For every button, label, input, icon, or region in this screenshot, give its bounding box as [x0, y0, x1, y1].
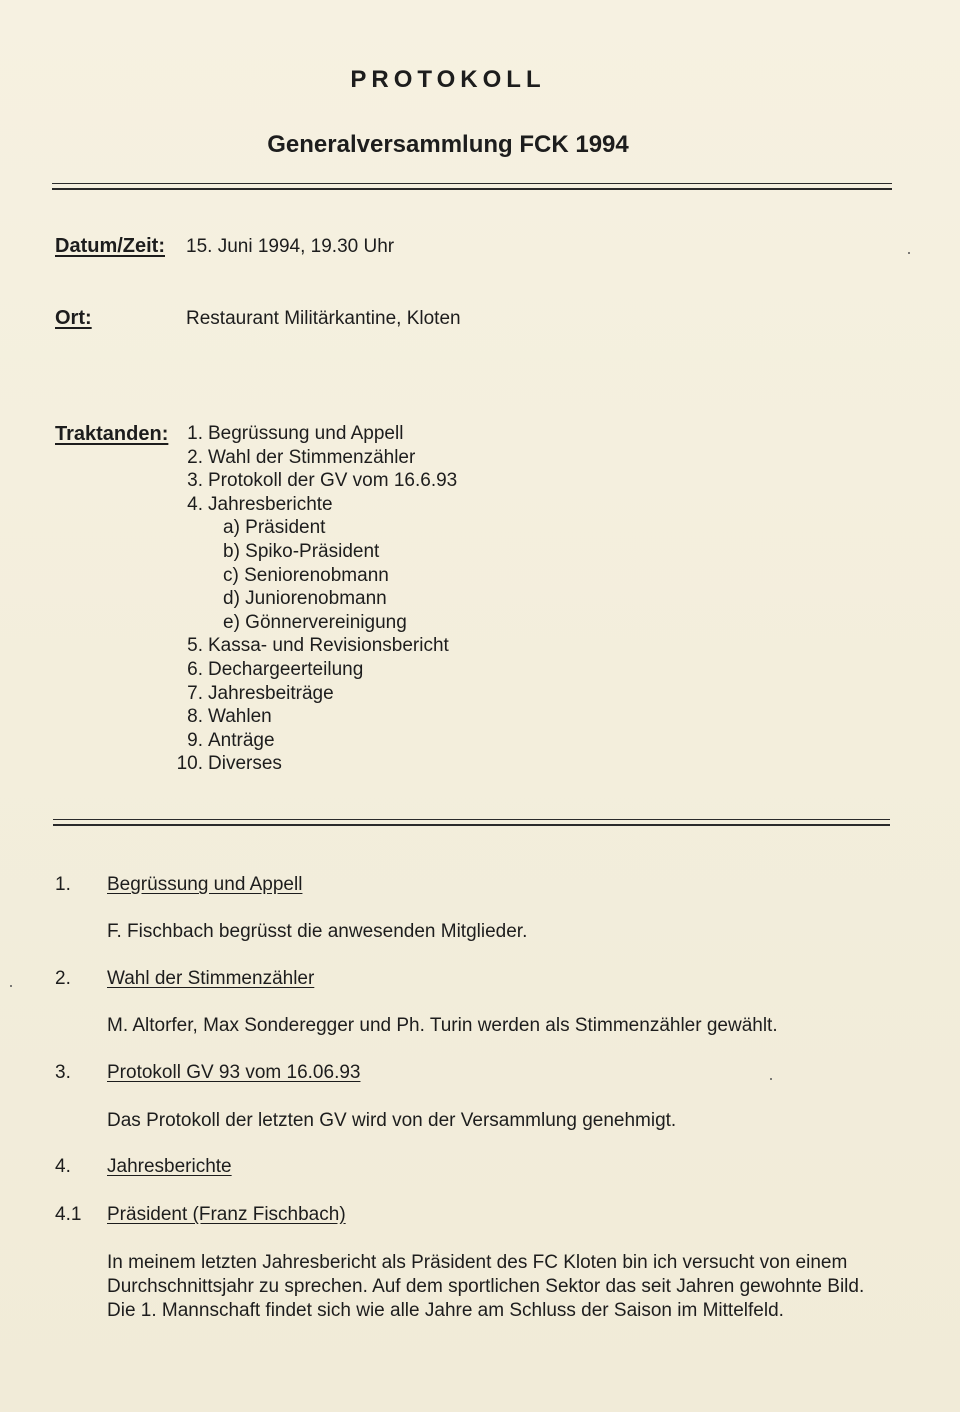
- scan-speck: [908, 252, 910, 254]
- agenda-list: [172, 422, 457, 776]
- agenda-subitem: d) Juniorenobmann: [223, 588, 387, 610]
- section-4-heading: Jahresberichte: [107, 1156, 232, 1177]
- section-3-heading: Protokoll GV 93 vom 16.06.93: [107, 1062, 361, 1083]
- agenda-item: 7. Jahresbeiträge: [187, 682, 334, 704]
- section-1-number: 1.: [55, 874, 71, 895]
- date-value: 15. Juni 1994, 19.30 Uhr: [186, 236, 395, 257]
- section-4-number: 4.: [55, 1156, 71, 1177]
- section-divider: [53, 819, 890, 826]
- document-title: PROTOKOLL: [350, 66, 546, 93]
- agenda-item: 6. Dechargeerteilung: [187, 658, 364, 680]
- agenda-label: Traktanden:: [55, 423, 169, 445]
- agenda-item: 10. Diverses: [176, 753, 282, 775]
- agenda-subitem: c) Seniorenobmann: [223, 564, 389, 586]
- scan-speck: [10, 985, 12, 987]
- section-2-text: M. Altorfer, Max Sonderegger und Ph. Turin werden als Stimmenzähler gewählt.: [107, 1015, 778, 1036]
- section-1-text: F. Fischbach begrüsst die anwesenden Mitglieder.: [107, 921, 528, 942]
- section-4-1-heading: Präsident (Franz Fischbach): [107, 1204, 346, 1225]
- section-2-number: 2.: [55, 968, 71, 989]
- section-4-1-number: 4.1: [55, 1204, 82, 1225]
- section-3-text: Das Protokoll der letzten GV wird von der Versammlung genehmigt.: [107, 1110, 677, 1131]
- agenda-subitem: b) Spiko-Präsident: [223, 540, 380, 562]
- agenda-item: 9. Anträge: [187, 729, 275, 751]
- top-divider: [52, 183, 892, 190]
- document-subtitle: Generalversammlung FCK 1994: [267, 131, 629, 158]
- agenda-item: 3. Protokoll der GV vom 16.6.93: [187, 470, 458, 492]
- agenda-item: 2. Wahl der Stimmenzähler: [187, 446, 416, 468]
- section-4-1-paragraph: In meinem letzten Jahresbericht als Präsident des FC Kloten bin ich versucht von einem Durchschnittsjahr zu sprechen. Auf dem sportlichen Sektor das seit Jahren gewohnte Bild. Die 1. Mannschaft findet sich wie alle Jahre am Schluss der Saison im Mittelfeld.: [107, 1252, 865, 1321]
- place-value: Restaurant Militärkantine, Kloten: [186, 308, 461, 329]
- date-label: Datum/Zeit:: [55, 235, 165, 257]
- agenda-subitem: a) Präsident: [223, 517, 326, 539]
- agenda-item: 8. Wahlen: [187, 706, 272, 728]
- section-3-number: 3.: [55, 1062, 71, 1083]
- section-1-heading: Begrüssung und Appell: [107, 874, 303, 895]
- agenda-item: 4. Jahresberichte: [187, 493, 333, 515]
- agenda-item: 1. Begrüssung und Appell: [187, 423, 404, 444]
- agenda-subitem: e) Gönnervereinigung: [223, 611, 407, 633]
- scan-speck: [770, 1078, 772, 1080]
- place-label: Ort:: [55, 307, 92, 329]
- agenda-item: 5. Kassa- und Revisionsbericht: [187, 635, 449, 657]
- section-2-heading: Wahl der Stimmenzähler: [107, 968, 315, 989]
